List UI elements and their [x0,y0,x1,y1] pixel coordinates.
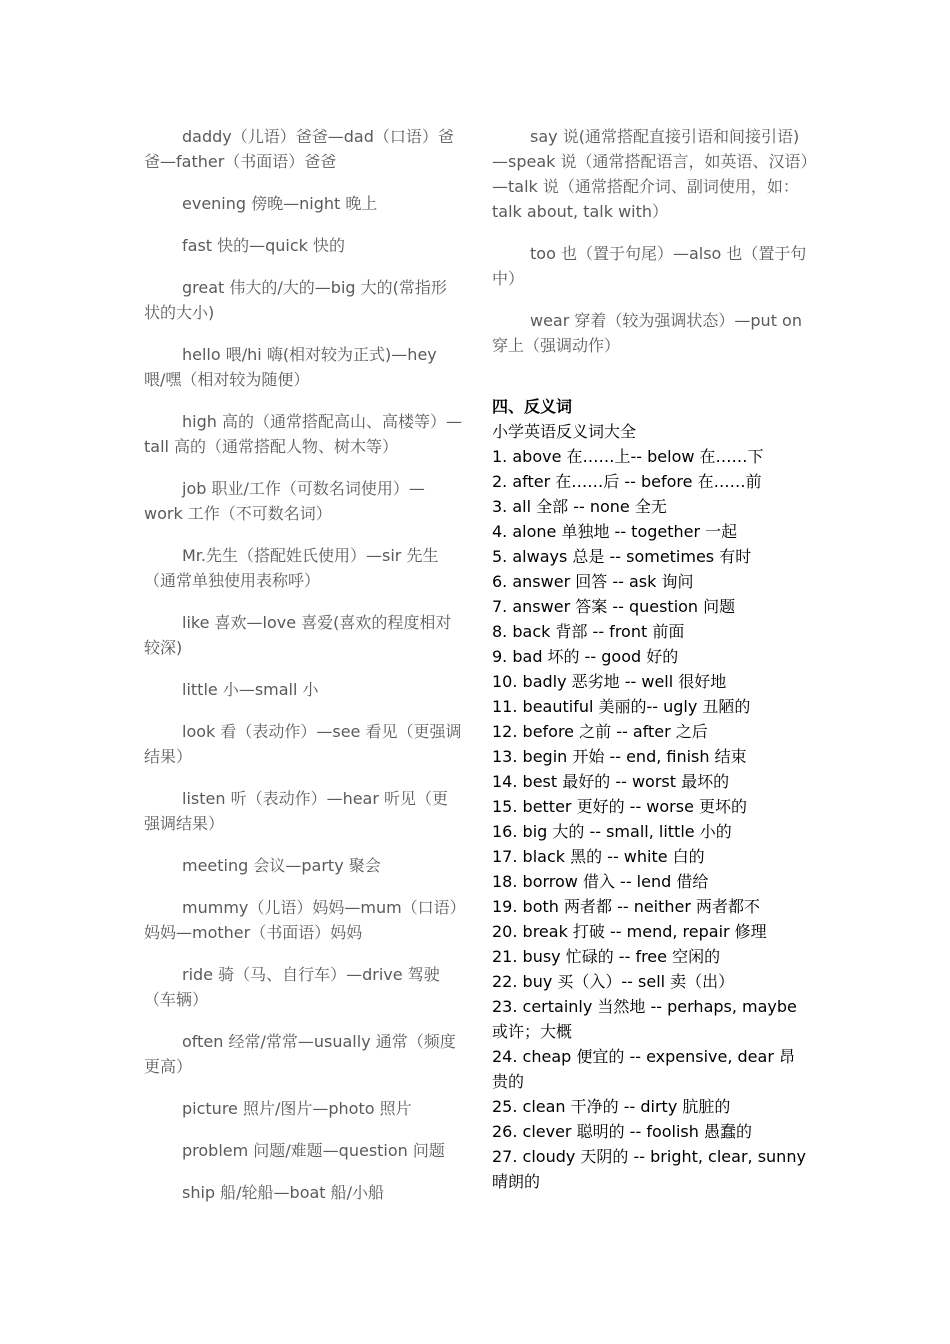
synonym-entry: ride 骑（马、自行车）—drive 驾驶（车辆） [144,965,440,1009]
antonym-item: 8. back 背部 -- front 前面 [492,622,685,641]
antonym-item: 13. begin 开始 -- end, finish 结束 [492,747,747,766]
left-column [144,124,462,1222]
antonym-item: 27. cloudy 天阴的 -- bright, clear, sunny 晴朗的 [492,1147,806,1191]
synonym-entry: wear 穿着（较为强调状态）—put on 穿上（强调动作） [492,311,802,355]
antonym-item: 20. break 打破 -- mend, repair 修理 [492,922,767,941]
antonym-item: 22. buy 买（入）-- sell 卖（出） [492,972,735,991]
synonym-entry: hello 喂/hi 嗨(相对较为正式)—hey 喂/嘿（相对较为随便） [144,345,437,389]
synonym-entry: high 高的（通常搭配高山、高楼等）—tall 高的（通常搭配人物、树木等） [144,412,462,456]
synonym-entry: listen 听（表动作）—hear 听见（更强调结果） [144,789,449,833]
antonym-item: 21. busy 忙碌的 -- free 空闲的 [492,947,721,966]
antonym-item: 15. better 更好的 -- worse 更坏的 [492,797,748,816]
synonym-entry: too 也（置于句尾）—also 也（置于句中） [492,244,807,288]
synonym-entry: picture 照片/图片—photo 照片 [182,1099,412,1118]
antonym-item: 1. above 在……上-- below 在……下 [492,447,764,466]
antonym-item: 14. best 最好的 -- worst 最坏的 [492,772,730,791]
antonym-item: 4. alone 单独地 -- together 一起 [492,522,738,541]
antonym-item: 23. certainly 当然地 -- perhaps, maybe 或许；大概 [492,997,797,1041]
antonym-item: 25. clean 干净的 -- dirty 肮脏的 [492,1097,731,1116]
antonym-item: 16. big 大的 -- small, little 小的 [492,822,732,841]
antonym-item: 19. both 两者都 -- neither 两者都不 [492,897,761,916]
synonym-entry: job 职业/工作（可数名词使用）—work 工作（不可数名词） [144,479,425,523]
synonym-entry: Mr.先生（搭配姓氏使用）—sir 先生（通常单独使用表称呼） [144,546,439,590]
synonym-entry: evening 傍晚—night 晚上 [182,194,378,213]
section-heading: 四、反义词 [492,397,573,416]
antonym-item: 17. black 黑的 -- white 白的 [492,847,705,866]
antonym-item: 7. answer 答案 -- question 问题 [492,597,736,616]
antonym-item: 12. before 之前 -- after 之后 [492,722,708,741]
section-subtitle: 小学英语反义词大全 [492,422,637,441]
right-column [492,124,810,1194]
synonym-entry: daddy（儿语）爸爸—dad（口语）爸爸—father（书面语）爸爸 [144,127,454,171]
synonym-entry: problem 问题/难题—question 问题 [182,1141,445,1160]
antonym-item: 6. answer 回答 -- ask 询问 [492,572,694,591]
antonym-list [492,444,810,1194]
antonym-item: 26. clever 聪明的 -- foolish 愚蠢的 [492,1122,752,1141]
antonym-item: 2. after 在……后 -- before 在……前 [492,472,762,491]
synonym-entry: meeting 会议—party 聚会 [182,856,381,875]
synonym-entry: often 经常/常常—usually 通常（频度更高） [144,1032,456,1076]
synonym-entry: like 喜欢—love 喜爱(喜欢的程度相对较深) [144,613,452,657]
antonym-item: 3. all 全部 -- none 全无 [492,497,667,516]
antonym-item: 18. borrow 借入 -- lend 借给 [492,872,709,891]
synonym-entry: look 看（表动作）—see 看见（更强调结果） [144,722,462,766]
antonym-item: 9. bad 坏的 -- good 好的 [492,647,679,666]
synonym-entry: mummy（儿语）妈妈—mum（口语）妈妈—mother（书面语）妈妈 [144,898,458,942]
antonym-item: 11. beautiful 美丽的-- ugly 丑陋的 [492,697,751,716]
synonym-entry: ship 船/轮船—boat 船/小船 [182,1183,385,1202]
synonym-entry: fast 快的—quick 快的 [182,236,346,255]
antonym-item: 24. cheap 便宜的 -- expensive, dear 昂贵的 [492,1047,795,1091]
antonym-item: 5. always 总是 -- sometimes 有时 [492,547,752,566]
synonym-entry: say 说(通常搭配直接引语和间接引语)—speak 说（通常搭配语言，如英语、汉语）—talk 说（通常搭配介词、副词使用，如：talk about, talk with） [492,127,809,221]
antonym-item: 10. badly 恶劣地 -- well 很好地 [492,672,727,691]
synonym-entry: great 伟大的/大的—big 大的(常指形状的大小) [144,278,447,322]
synonym-entry: little 小—small 小 [182,680,319,699]
